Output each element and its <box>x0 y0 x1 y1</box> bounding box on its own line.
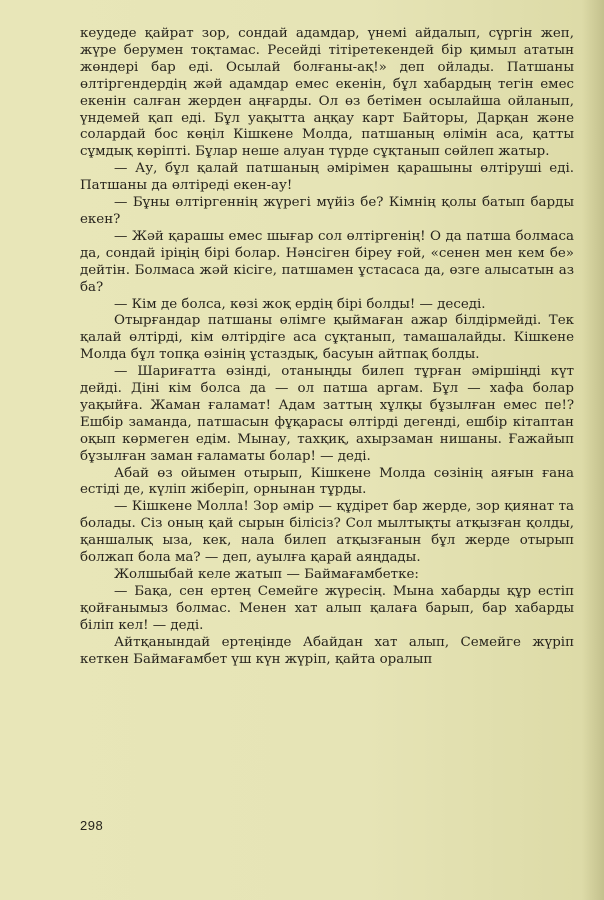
paragraph: кеудеде қайрат зор, сондай адамдар, үнемі айдалып, сүргін жеп, жүре берумен тоқтамас. Ресейді тітіретекендей бір қимыл ататын жөндері бар еді. Осылай болғаны-ақ!» деп ойлады. Патшаны өлтіргендердің жәй адамдар емес екенін, бұл хабардың тегін емес екенін салған жерден аңғарды. Ол өз бетімен осылайша ойланып, үндемей қап еді. Бұл уақытта аңқау карт Байторы, Дарқан және солардай бос көңіл Кішкене Молда, патшаның өлімін аса, қатты сұмдық көріпті. Бұлар неше алуан түрде сұқтанып сөйлеп жатыр. <box>80 26 574 160</box>
body-text <box>80 26 574 668</box>
page-number: 298 <box>80 818 104 833</box>
paragraph: Абай өз ойымен отырып, Кішкене Молда сөзінің аяғын ғана естіді де, күліп жіберіп, орнынан тұрды. <box>80 465 574 498</box>
paragraph: — Бұны өлтіргеннің жүрегі мүйіз бе? Кімнің қолы батып барды екен? <box>80 195 574 227</box>
paragraph: Айтқанындай ертеңінде Абайдан хат алып, Семейге жүріп кеткен Баймағамбет үш күн жүріп, қайта оралып <box>80 634 574 667</box>
paragraph: Жолшыбай келе жатып — Баймағамбетке: <box>114 567 419 582</box>
paragraph: Отырғандар патшаны өлімге қыймаған ажар білдірмейді. Тек қалай өлтірді, кім өлтірдіге аса сұқтанып, тамашалайды. Кішкене Молда бұл топқа өзінің ұстаздық, басуын айтпақ болды. <box>80 313 574 363</box>
page-gutter-shadow <box>582 0 604 900</box>
paragraph: — Кім де болса, көзі жоқ ердің бірі болды! — деседі. <box>114 296 486 312</box>
paragraph: — Кішкене Молла! Зор әмір — құдірет бар жерде, зор қиянат та болады. Сіз оның қай сырын білісіз? Сол мылтықты атқызған қолды, қаншалық ыза, кек, нала билеп атқызғанын бұл жерде отырып болжап бола ма? — деп, ауылға қарай аяңдады. <box>80 499 574 566</box>
paragraph: — Жәй қарашы емес шығар сол өлтіргенің! О да патша болмаса да, сондай іріңің бірі болар. Нәнсіген біреу ғой, «сенен мен кем бе» дейтін. Болмаса жәй кісіге, патшамен ұстасаса да, өзге алысатын аз ба? <box>80 228 574 295</box>
paragraph: — Ау, бұл қалай патшаның әмірімен қарашыны өлтіруші еді. Патшаны да өлтіреді екен-ау! <box>80 161 574 194</box>
paragraph: — Шариғатта өзінді, отаныңды билеп тұрған әміршіңді күт дейді. Діні кім болса да — ол патша аргам. Бұл — хафа болар уақыйға. Жаман ғаламат! Адам заттың хұлқы бұзылған емес пе!? Ешбір заманда, патшасын фұқарасы өлтірді дегенді, ешбір кітаптан оқып көрмеген едім. Мынау, тахқиқ, ахырзаман нишаны. Ғажайып бұзылған заман ғаламаты болар! — деді. <box>80 364 574 464</box>
paragraph: — Бақа, сен ертең Семейге жүресің. Мына хабарды құр естіп қойғанымыз болмас. Менен хат алып қалаға барып, бар хабарды біліп кел! — деді. <box>80 583 574 633</box>
